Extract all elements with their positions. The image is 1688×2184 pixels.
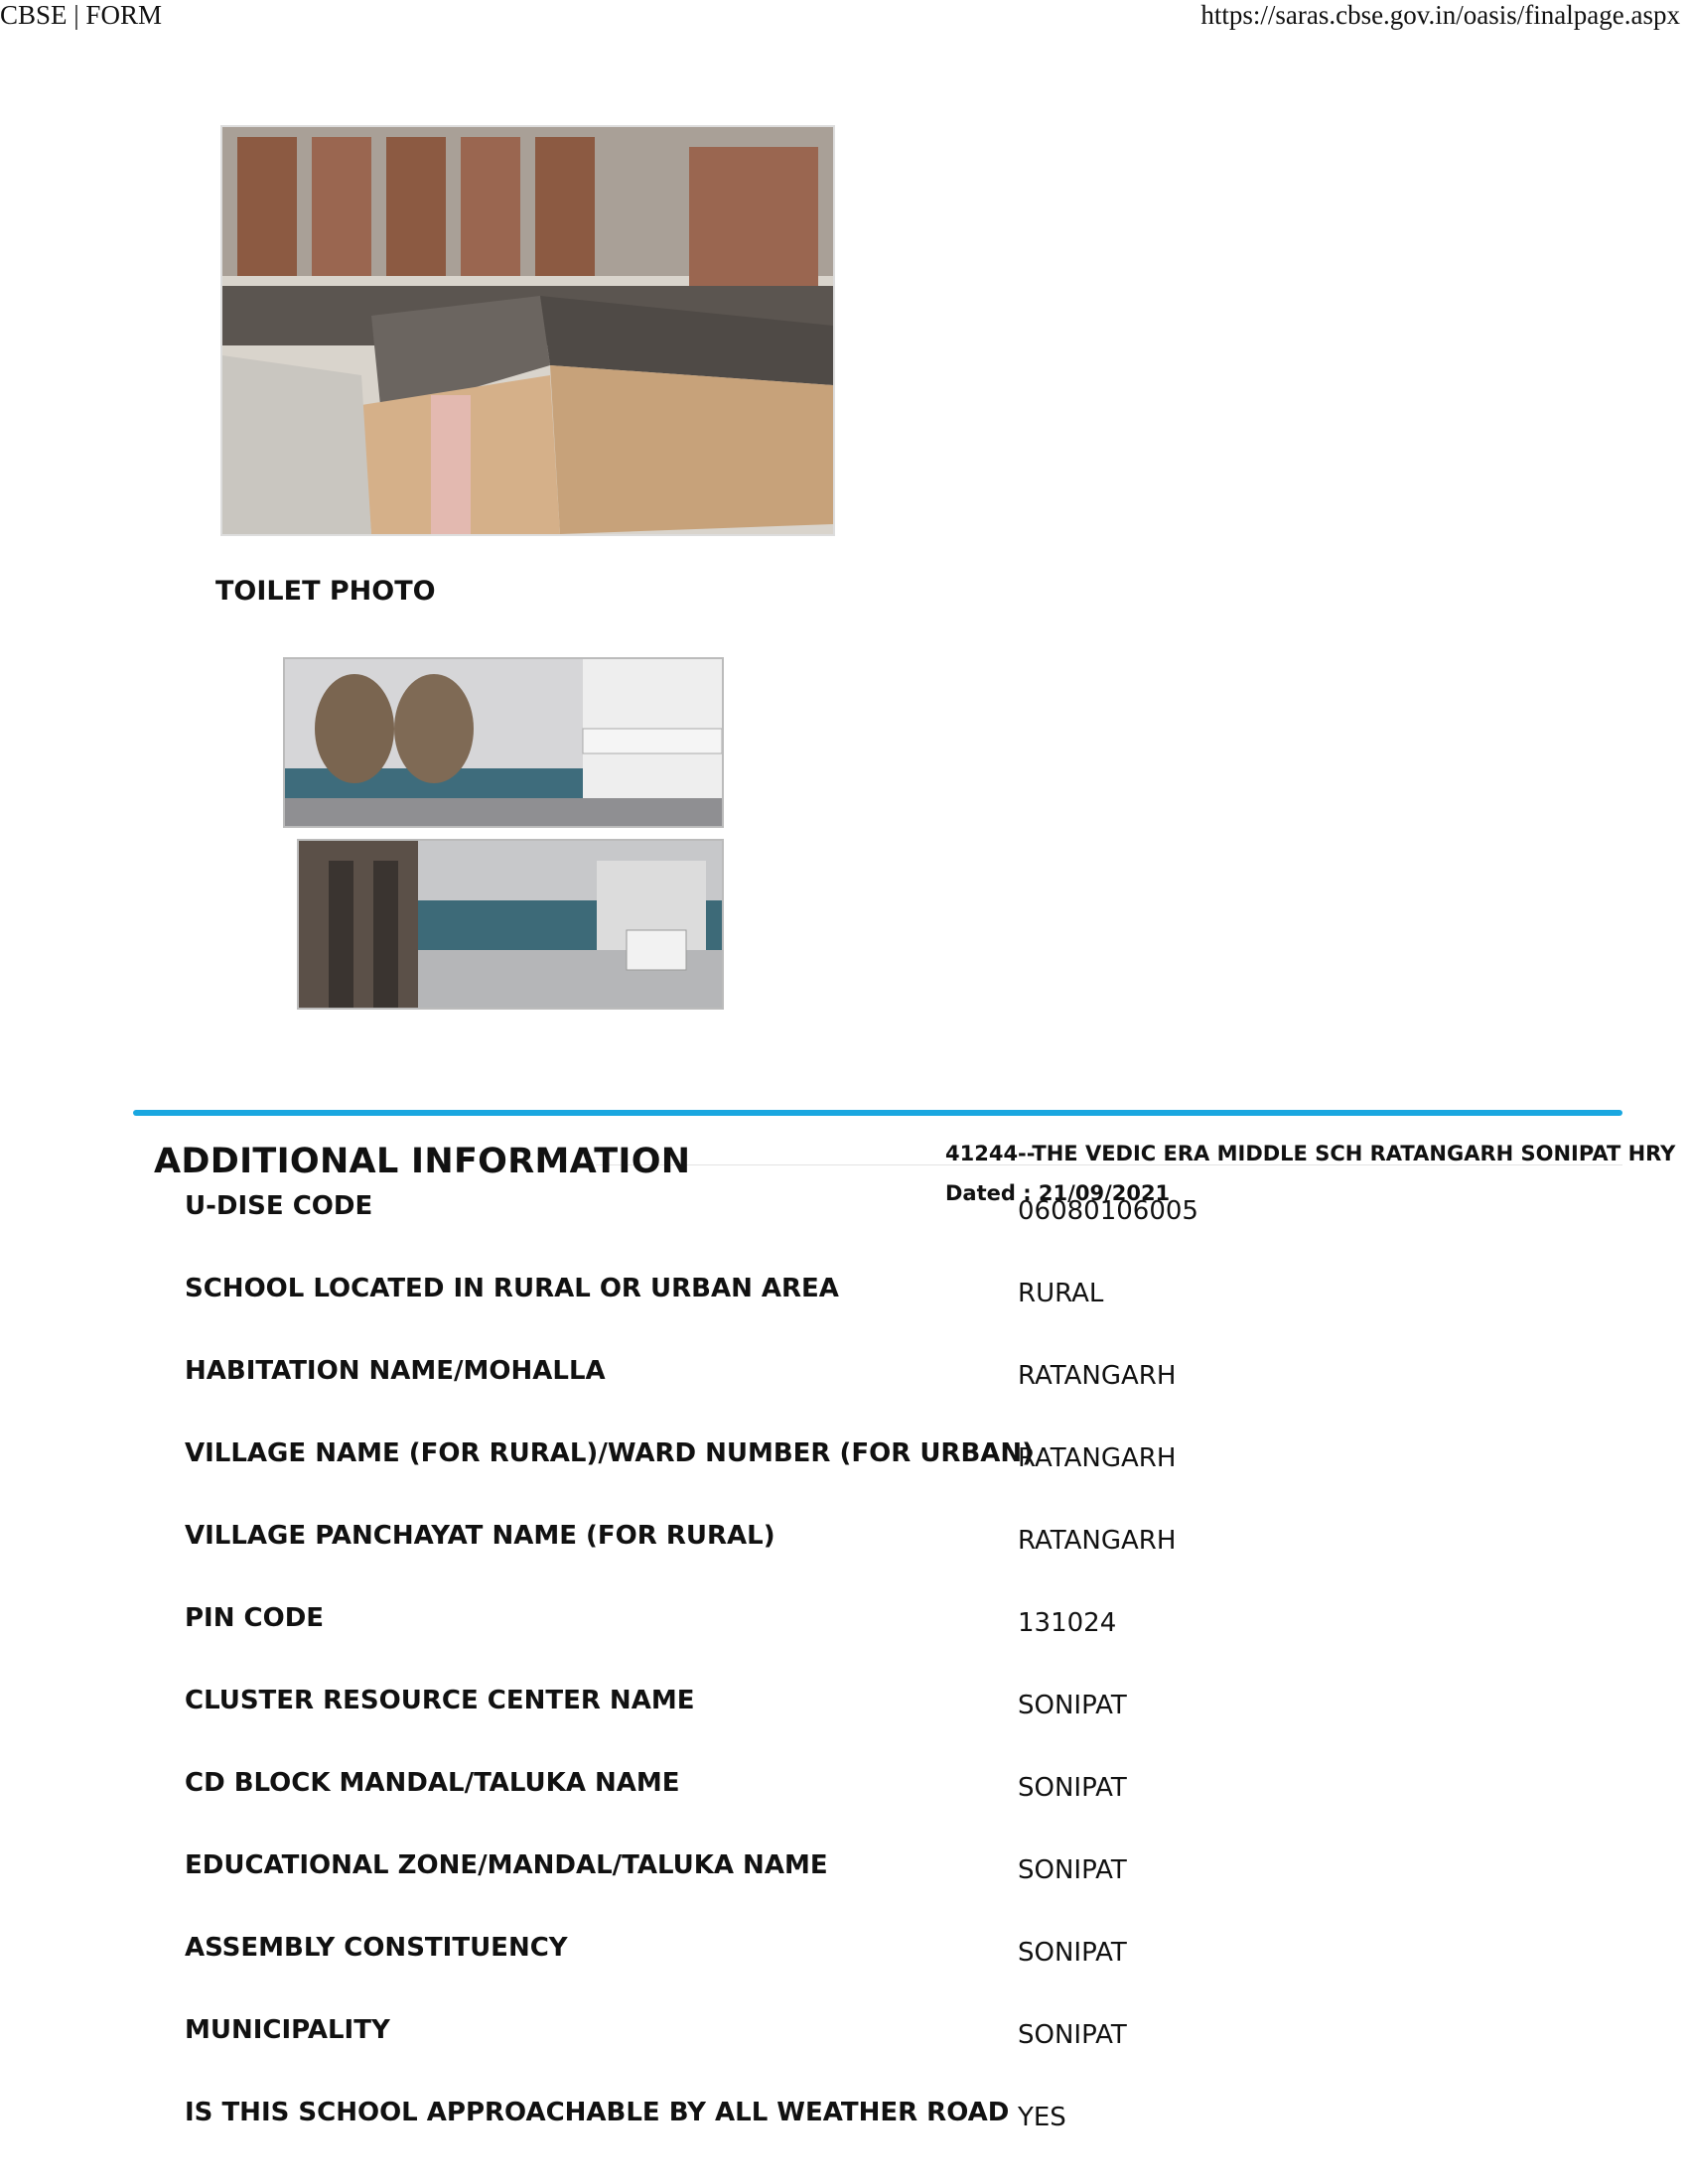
row-label-cd-block: CD BLOCK MANDAL/TALUKA NAME bbox=[185, 1768, 680, 1798]
print-header-title: CBSE | FORM bbox=[0, 0, 162, 30]
row-value-assembly: SONIPAT bbox=[1018, 1938, 1127, 1968]
toilet-photo-label: TOILET PHOTO bbox=[215, 576, 436, 607]
row-label-cluster: CLUSTER RESOURCE CENTER NAME bbox=[185, 1686, 695, 1715]
row-value-rural-urban: RURAL bbox=[1018, 1279, 1104, 1308]
toilet-photo-2 bbox=[297, 839, 724, 1010]
row-label-municipality: MUNICIPALITY bbox=[185, 2015, 390, 2045]
row-value-panchayat: RATANGARH bbox=[1018, 1526, 1177, 1556]
row-label-panchayat: VILLAGE PANCHAYAT NAME (FOR RURAL) bbox=[185, 1521, 775, 1551]
toilet-photo-1 bbox=[283, 657, 724, 828]
row-label-pin-code: PIN CODE bbox=[185, 1603, 325, 1633]
row-value-cluster: SONIPAT bbox=[1018, 1691, 1127, 1720]
dated-label: Dated : 21/09/2021 bbox=[945, 1181, 1171, 1205]
row-label-weather-road: IS THIS SCHOOL APPROACHABLE BY ALL WEATHER ROAD bbox=[185, 2098, 1010, 2127]
row-value-municipality: SONIPAT bbox=[1018, 2020, 1127, 2050]
row-label-village: VILLAGE NAME (FOR RURAL)/WARD NUMBER (FOR URBAN) bbox=[185, 1438, 1035, 1468]
row-label-udise: U-DISE CODE bbox=[185, 1191, 373, 1221]
row-value-habitation: RATANGARH bbox=[1018, 1361, 1177, 1391]
row-value-pin-code: 131024 bbox=[1018, 1608, 1117, 1638]
lab-photo bbox=[220, 125, 835, 536]
row-label-edu-zone: EDUCATIONAL ZONE/MANDAL/TALUKA NAME bbox=[185, 1850, 828, 1880]
additional-information-title: ADDITIONAL INFORMATION bbox=[154, 1142, 691, 1181]
print-header-url: https://saras.cbse.gov.in/oasis/finalpage.aspx bbox=[1200, 0, 1680, 30]
school-name: 41244--THE VEDIC ERA MIDDLE SCH RATANGARH SONIPAT HRY bbox=[945, 1142, 1676, 1165]
row-value-udise: 06080106005 bbox=[1018, 1196, 1198, 1226]
row-label-rural-urban: SCHOOL LOCATED IN RURAL OR URBAN AREA bbox=[185, 1274, 839, 1303]
row-value-weather-road: YES bbox=[1018, 2103, 1066, 2132]
row-label-habitation: HABITATION NAME/MOHALLA bbox=[185, 1356, 606, 1386]
row-label-assembly: ASSEMBLY CONSTITUENCY bbox=[185, 1933, 568, 1963]
row-value-village: RATANGARH bbox=[1018, 1443, 1177, 1473]
section-divider bbox=[133, 1110, 1622, 1116]
row-value-edu-zone: SONIPAT bbox=[1018, 1855, 1127, 1885]
row-value-cd-block: SONIPAT bbox=[1018, 1773, 1127, 1803]
